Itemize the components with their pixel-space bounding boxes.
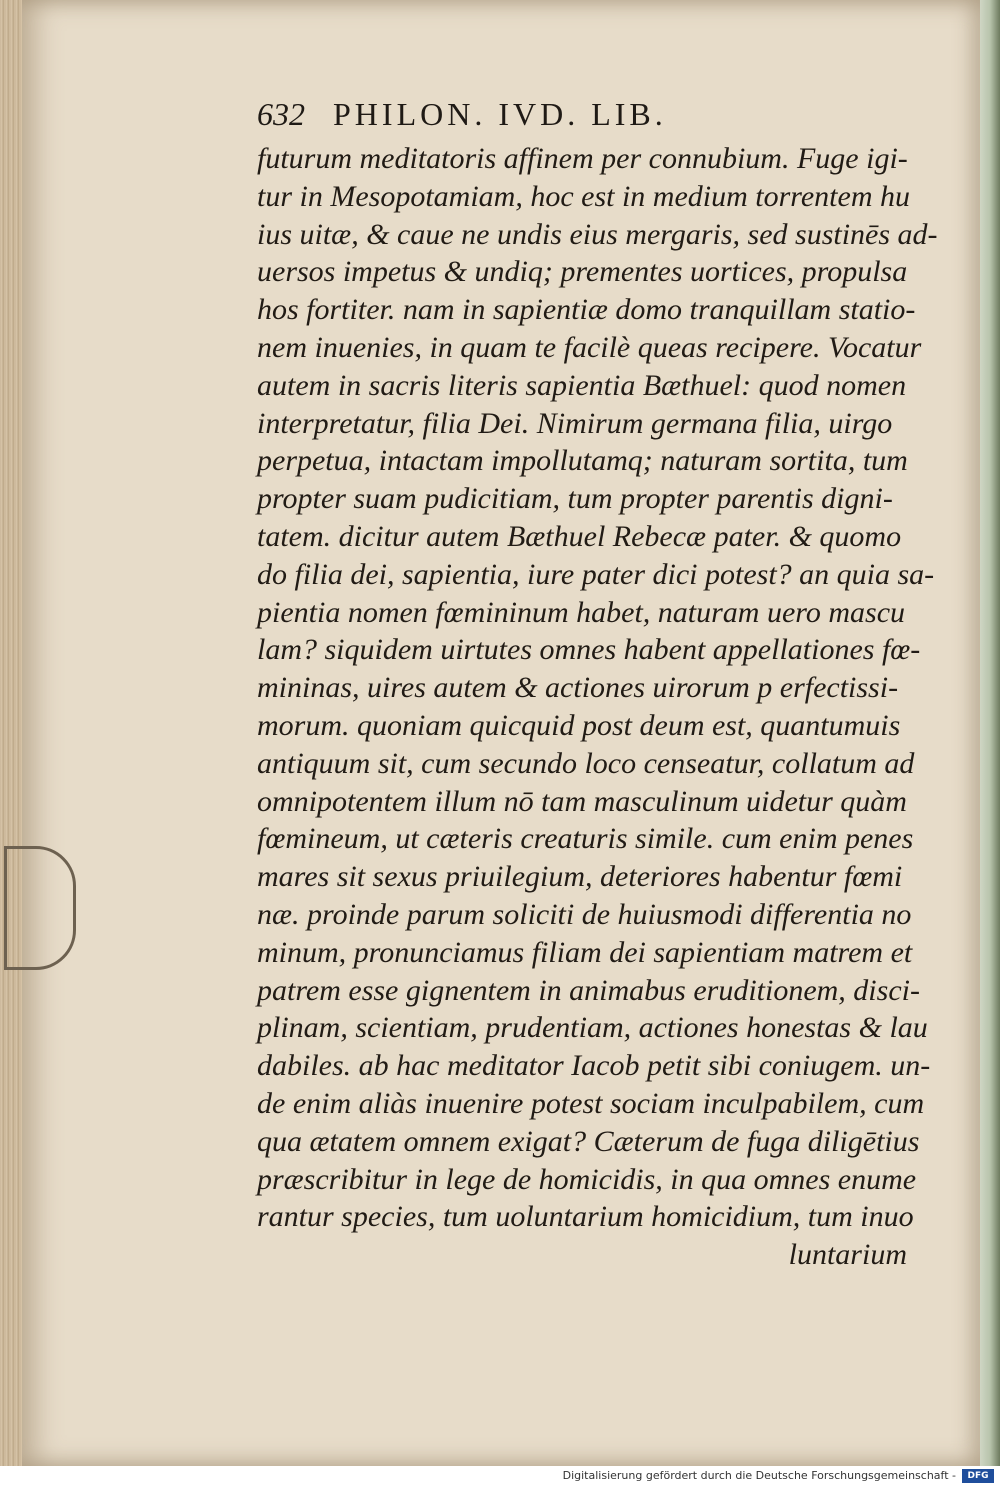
running-title: PHILON. IVD. LIB. bbox=[333, 96, 667, 132]
funding-credit: Digitalisierung gefördert durch die Deutsche Forschungsgemeinschaft - bbox=[562, 1469, 956, 1482]
page-number: 632 bbox=[257, 96, 305, 132]
text-line: patrem esse gignentem in animabus eruditionem, disci- bbox=[257, 973, 920, 1007]
facing-page-edge bbox=[980, 0, 1000, 1466]
text-line: hos fortiter. nam in sapientiæ domo tranquillam statio- bbox=[257, 293, 916, 327]
text-line: antiquum sit, cum secundo loco censeatur, collatum ad bbox=[257, 746, 915, 780]
text-line: dabiles. ab hac meditator Iacob petit sibi coniugem. un- bbox=[257, 1049, 931, 1083]
text-line: mares sit sexus priuilegium, deteriores habentur fœmi bbox=[257, 860, 903, 894]
text-line: præscribitur in lege de homicidis, in qua omnes enume bbox=[257, 1162, 917, 1196]
text-line: qua ætatem omnem exigat? Cæterum de fuga diligētius bbox=[257, 1124, 920, 1158]
text-line: interpretatur, filia Dei. Nimirum germana filia, uirgo bbox=[257, 406, 893, 440]
text-line: næ. proinde parum soliciti de huiusmodi differentia no bbox=[257, 897, 912, 931]
text-line: minum, pronunciamus filiam dei sapientiam matrem et bbox=[257, 935, 913, 969]
text-line: autem in sacris literis sapientia Bæthuel: quod nomen bbox=[257, 368, 907, 402]
text-line: uersos impetus & undiq; prementes uortices, propulsa bbox=[257, 255, 908, 289]
text-line: rantur species, tum uoluntarium homicidium, tum inuo bbox=[257, 1200, 914, 1234]
text-line: de enim aliàs inuenire potest sociam inculpabilem, cum bbox=[257, 1086, 925, 1120]
dfg-logo: DFG bbox=[962, 1469, 994, 1483]
body-text bbox=[257, 140, 938, 1274]
text-line: tur in Mesopotamiam, hoc est in medium torrentem hu bbox=[257, 179, 910, 213]
text-line: fœmineum, ut cæteris creaturis simile. cum enim penes bbox=[257, 822, 914, 856]
digitization-footer bbox=[0, 1466, 1000, 1486]
running-head bbox=[257, 96, 667, 136]
text-line: propter suam pudicitiam, tum propter parentis digni- bbox=[257, 482, 893, 516]
text-line: lam? siquidem uirtutes omnes habent appellationes fœ- bbox=[257, 633, 921, 667]
text-line: do filia dei, sapientia, iure pater dici potest? an quia sa- bbox=[257, 557, 935, 591]
text-line: morum. quoniam quicquid post deum est, quantumuis bbox=[257, 708, 901, 742]
text-line: perpetua, intactam impollutamq; naturam sortita, tum bbox=[257, 444, 908, 478]
catchword: luntarium bbox=[788, 1238, 907, 1272]
text-line: plinam, scientiam, prudentiam, actiones honestas & lau bbox=[257, 1011, 928, 1045]
text-line: omnipotentem illum nō tam masculinum uidetur quàm bbox=[257, 784, 907, 818]
text-line: futurum meditatoris affinem per connubium. Fuge igi- bbox=[257, 142, 908, 175]
text-line: tatem. dicitur autem Bæthuel Rebecæ pater. & quomo bbox=[257, 519, 902, 553]
text-line: ius uitæ, & caue ne undis eius mergaris, sed sustinēs ad- bbox=[257, 217, 938, 251]
text-line: mininas, uires autem & actiones uirorum p erfectissi- bbox=[257, 671, 899, 705]
text-line: pientia nomen fœmininum habet, naturam uero mascu bbox=[257, 595, 906, 629]
page-clip-mark bbox=[4, 846, 76, 970]
book-page-edges bbox=[0, 0, 24, 1466]
text-line: nem inuenies, in quam te facilè queas recipere. Vocatur bbox=[257, 330, 922, 364]
